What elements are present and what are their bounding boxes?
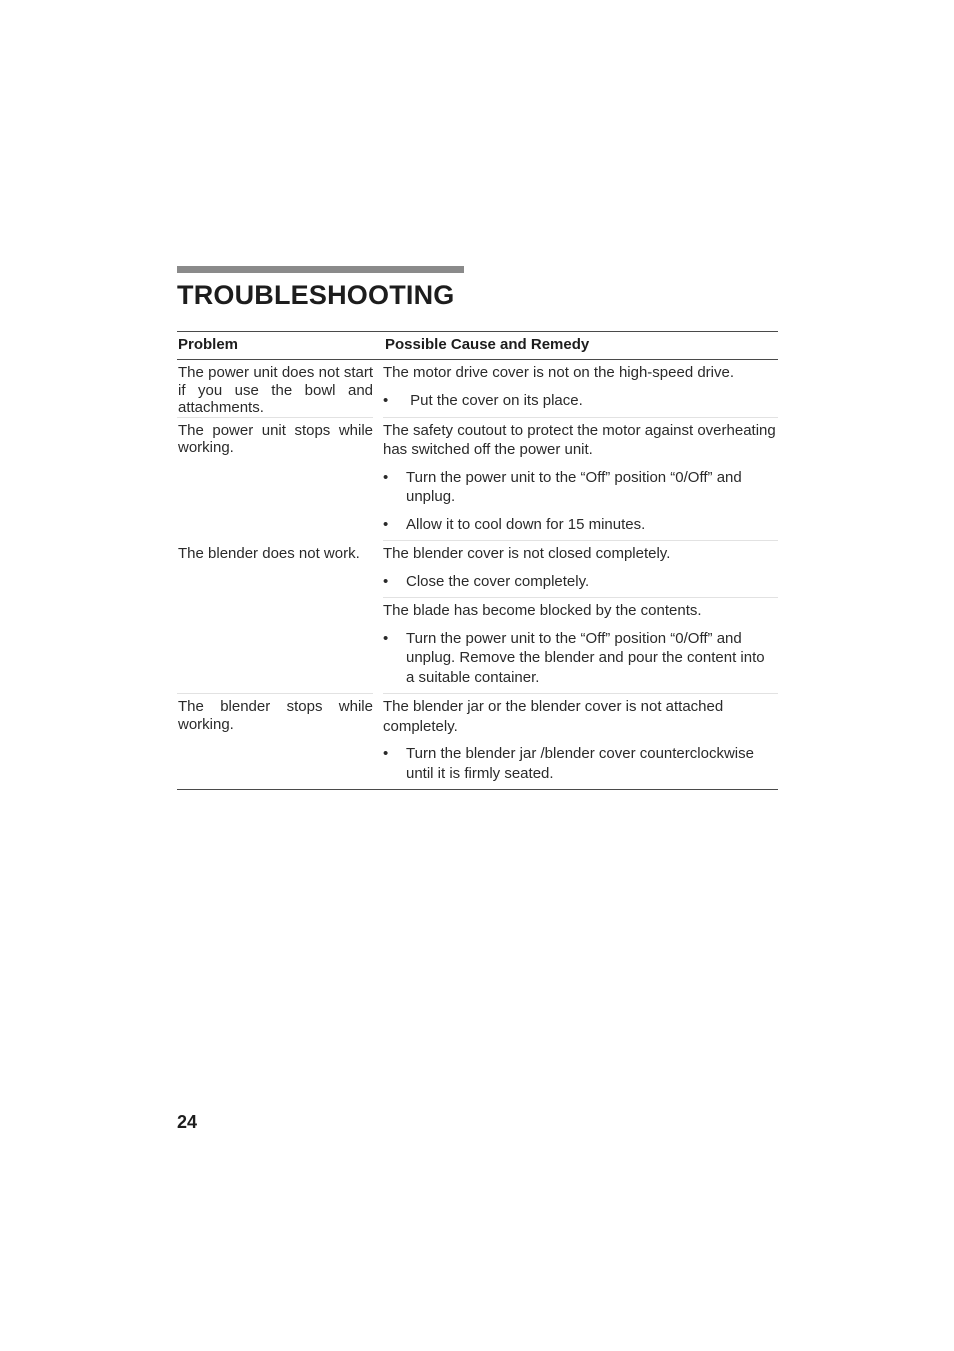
remedy-cell	[383, 360, 778, 417]
remedy-text: Turn the power unit to the “Off” position “0/Off” and unplug.	[406, 468, 742, 505]
page-number: 24	[177, 1112, 198, 1132]
remedy-text: Close the cover completely.	[406, 572, 590, 590]
remedy-cell	[383, 693, 778, 789]
bullet-icon: •	[383, 572, 389, 590]
cause-block	[383, 360, 778, 416]
remedy-text: Put the cover on its place.	[406, 391, 583, 409]
cause-text: The motor drive cover is not on the high-speed drive.	[383, 364, 735, 381]
remedy-item	[383, 515, 778, 535]
bullet-icon: •	[383, 515, 389, 533]
cause-text: The safety coutout to protect the motor against overheating has switched off the power unit.	[383, 421, 776, 458]
title-rule	[177, 266, 464, 273]
cause-text: The blender cover is not closed completely.	[383, 545, 671, 562]
header-remedy: Possible Cause and Remedy	[385, 336, 590, 353]
remedy-item	[383, 391, 778, 411]
problem-cell: The blender stops while working.	[177, 693, 373, 789]
remedy-text: Turn the power unit to the “Off” position “0/Off” and unplug. Remove the blender and pour the content into a suitable container.	[406, 629, 765, 686]
problem-cell: The power unit stops while working.	[177, 417, 373, 541]
bullet-icon: •	[383, 745, 389, 762]
cause-block	[383, 693, 778, 789]
bullet-icon: •	[383, 468, 389, 486]
remedy-item	[383, 744, 778, 783]
remedy-cell	[383, 417, 778, 541]
table-row	[177, 417, 778, 541]
page-title: TROUBLESHOOTING	[177, 280, 455, 310]
bullet-icon: •	[383, 629, 389, 647]
remedy-item	[383, 468, 778, 507]
header-problem: Problem	[178, 336, 239, 353]
problem-cell: The blender does not work.	[178, 545, 360, 562]
cause-block	[383, 597, 778, 693]
cause-text: The blender jar or the blender cover is not attached completely.	[383, 698, 724, 735]
table-row	[177, 540, 778, 693]
cause-block	[383, 417, 778, 541]
troubleshooting-table	[177, 331, 778, 790]
cause-block	[383, 540, 778, 597]
bullet-icon: •	[383, 391, 389, 409]
table-header	[177, 332, 778, 360]
remedy-text: Turn the blender jar /blender cover counterclockwise until it is firmly seated.	[406, 745, 754, 782]
table-row	[177, 693, 778, 789]
remedy-item	[383, 629, 778, 688]
remedy-text: Allow it to cool down for 15 minutes.	[406, 515, 646, 533]
table-row	[177, 360, 778, 417]
remedy-cell	[383, 540, 778, 693]
remedy-item	[383, 572, 778, 592]
cause-text: The blade has become blocked by the contents.	[383, 602, 702, 619]
problem-cell: The power unit does not start if you use the bowl and attachments.	[178, 364, 373, 416]
